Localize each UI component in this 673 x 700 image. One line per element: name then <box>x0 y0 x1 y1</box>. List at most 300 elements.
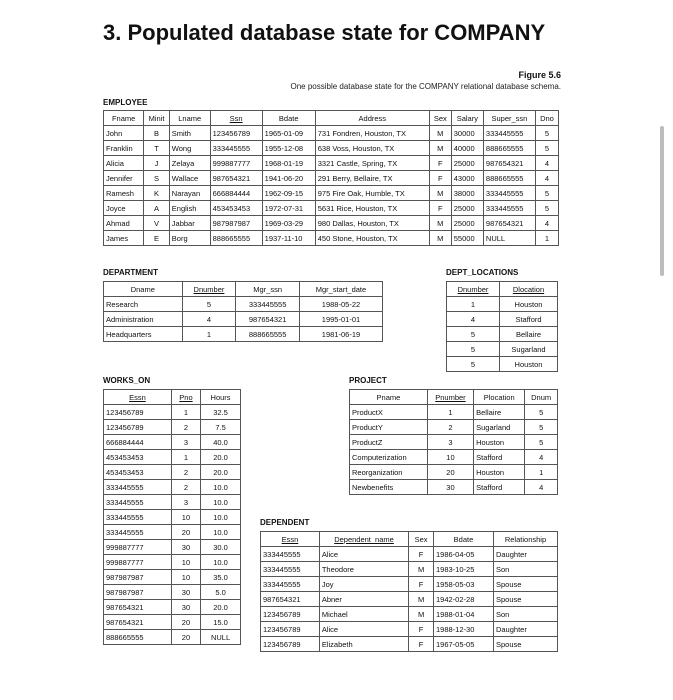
table-cell: 1988-01-04 <box>434 607 494 622</box>
table-cell: Wallace <box>169 171 210 186</box>
table-cell: 987987987 <box>104 570 172 585</box>
table-cell: 123456789 <box>261 607 320 622</box>
col-pname: Pname <box>350 390 428 405</box>
col-pno: Pno <box>171 390 200 405</box>
table-cell: Alicia <box>104 156 144 171</box>
table-cell: 975 Fire Oak, Humble, TX <box>315 186 429 201</box>
table-cell: Joyce <box>104 201 144 216</box>
table-cell: 1942-02-28 <box>434 592 494 607</box>
table-cell: 30000 <box>451 126 483 141</box>
col-sex: Sex <box>429 111 451 126</box>
table-cell: 1967-05-05 <box>434 637 494 652</box>
table-cell: 999887777 <box>104 555 172 570</box>
table-cell: J <box>144 156 170 171</box>
table-cell: 888665555 <box>236 327 300 342</box>
table-cell: 987654321 <box>261 592 320 607</box>
table-cell: Daughter <box>493 547 557 562</box>
table-cell: 4 <box>535 156 558 171</box>
table-cell: Theodore <box>319 562 408 577</box>
col-dnum: Dnum <box>525 390 558 405</box>
col-ssn: Ssn <box>210 111 262 126</box>
table-cell: Ahmad <box>104 216 144 231</box>
table-cell: 5 <box>535 141 558 156</box>
table-cell: Stafford <box>500 312 558 327</box>
table-cell: 7.5 <box>201 420 241 435</box>
table-cell: Houston <box>474 465 525 480</box>
table-row <box>350 480 558 495</box>
table-cell: ProductX <box>350 405 428 420</box>
col-lname: Lname <box>169 111 210 126</box>
table-cell: F <box>429 171 451 186</box>
table-cell: Stafford <box>474 450 525 465</box>
table-cell: K <box>144 186 170 201</box>
table-cell: 987654321 <box>210 171 262 186</box>
table-cell: 55000 <box>451 231 483 246</box>
table-row <box>104 600 241 615</box>
table-cell: 888665555 <box>104 630 172 645</box>
table-cell: 40000 <box>451 141 483 156</box>
col-address: Address <box>315 111 429 126</box>
table-cell: Alice <box>319 622 408 637</box>
table-row <box>104 156 559 171</box>
table-cell: 5 <box>525 420 558 435</box>
table-cell: Franklin <box>104 141 144 156</box>
table-row <box>261 577 558 592</box>
table-header-row <box>261 532 558 547</box>
table-cell: 333445555 <box>104 510 172 525</box>
table-cell: 987654321 <box>104 615 172 630</box>
table-cell: F <box>409 622 434 637</box>
table-cell: 987654321 <box>483 156 535 171</box>
vertical-scrollbar[interactable] <box>660 126 664 276</box>
table-cell: 30 <box>171 600 200 615</box>
table-row <box>104 525 241 540</box>
col-dlocation: Dlocation <box>500 282 558 297</box>
table-row <box>104 171 559 186</box>
table-cell: 333445555 <box>104 495 172 510</box>
table-cell: Spouse <box>493 592 557 607</box>
col-hours: Hours <box>201 390 241 405</box>
project-table <box>349 389 558 495</box>
table-cell: M <box>409 562 434 577</box>
col-dno: Dno <box>535 111 558 126</box>
table-cell: 30 <box>427 480 473 495</box>
table-cell: 25000 <box>451 156 483 171</box>
dependent-table-body <box>261 547 558 652</box>
table-cell: 15.0 <box>201 615 241 630</box>
table-cell: 40.0 <box>201 435 241 450</box>
table-cell: 20 <box>171 630 200 645</box>
table-cell: ProductZ <box>350 435 428 450</box>
table-cell: 1995-01-01 <box>299 312 382 327</box>
table-cell: 1 <box>427 405 473 420</box>
col-super-ssn: Super_ssn <box>483 111 535 126</box>
table-cell: F <box>409 577 434 592</box>
table-cell: 333445555 <box>261 577 320 592</box>
table-cell: 999887777 <box>104 540 172 555</box>
col-mgr-start-date: Mgr_start_date <box>299 282 382 297</box>
table-cell: 20 <box>171 525 200 540</box>
table-cell: 1965-01-09 <box>262 126 315 141</box>
table-cell: F <box>409 547 434 562</box>
table-row <box>350 405 558 420</box>
table-cell: 2 <box>171 480 200 495</box>
table-cell: Sugarland <box>474 420 525 435</box>
table-cell: 123456789 <box>104 405 172 420</box>
dependent-label: DEPENDENT <box>260 518 310 527</box>
table-cell: 123456789 <box>261 637 320 652</box>
dependent-table <box>260 531 558 652</box>
table-row <box>350 435 558 450</box>
table-cell: 2 <box>427 420 473 435</box>
dept-locations-label: DEPT_LOCATIONS <box>446 268 519 277</box>
table-cell: 731 Fondren, Houston, TX <box>315 126 429 141</box>
table-cell: Elizabeth <box>319 637 408 652</box>
table-cell: Son <box>493 562 557 577</box>
table-cell: 987654321 <box>236 312 300 327</box>
table-cell: M <box>429 231 451 246</box>
table-cell: Joy <box>319 577 408 592</box>
table-cell: 1968-01-19 <box>262 156 315 171</box>
table-cell: 888665555 <box>210 231 262 246</box>
table-row <box>261 637 558 652</box>
table-cell: 30 <box>171 540 200 555</box>
table-cell: 43000 <box>451 171 483 186</box>
table-cell: 3 <box>427 435 473 450</box>
table-row <box>261 547 558 562</box>
table-row <box>104 405 241 420</box>
table-cell: 453453453 <box>104 465 172 480</box>
figure-caption-block <box>290 70 561 91</box>
table-cell: Zelaya <box>169 156 210 171</box>
col-essn: Essn <box>104 390 172 405</box>
table-cell: 4 <box>447 312 500 327</box>
table-cell: 123456789 <box>261 622 320 637</box>
table-cell: 1 <box>171 405 200 420</box>
table-cell: 666884444 <box>104 435 172 450</box>
table-cell: 10.0 <box>201 495 241 510</box>
table-cell: 1981-06-19 <box>299 327 382 342</box>
table-cell: 5 <box>447 357 500 372</box>
table-cell: 638 Voss, Houston, TX <box>315 141 429 156</box>
col-minit: Minit <box>144 111 170 126</box>
department-table <box>103 281 383 342</box>
table-row <box>261 562 558 577</box>
table-row <box>104 495 241 510</box>
table-cell: Son <box>493 607 557 622</box>
table-row <box>104 201 559 216</box>
table-cell: Wong <box>169 141 210 156</box>
table-cell: 888665555 <box>483 171 535 186</box>
table-cell: M <box>429 126 451 141</box>
table-cell: 20 <box>427 465 473 480</box>
figure-caption: One possible database state for the COMPANY relational database schema. <box>290 82 561 91</box>
table-cell: NULL <box>483 231 535 246</box>
page-title: 3. Populated database state for COMPANY <box>103 20 546 45</box>
table-cell: F <box>429 201 451 216</box>
employee-table <box>103 110 559 246</box>
table-cell: 333445555 <box>236 297 300 312</box>
table-cell: 987987987 <box>104 585 172 600</box>
table-cell: James <box>104 231 144 246</box>
table-cell: 25000 <box>451 201 483 216</box>
table-cell: 450 Stone, Houston, TX <box>315 231 429 246</box>
table-cell: 4 <box>182 312 236 327</box>
table-cell: Smith <box>169 126 210 141</box>
table-header-row <box>104 282 383 297</box>
table-row <box>104 555 241 570</box>
table-row <box>104 570 241 585</box>
table-cell: 3321 Castle, Spring, TX <box>315 156 429 171</box>
table-cell: 333445555 <box>483 201 535 216</box>
table-cell: T <box>144 141 170 156</box>
table-header-row <box>104 390 241 405</box>
table-cell: 20.0 <box>201 450 241 465</box>
table-cell: 333445555 <box>261 547 320 562</box>
table-cell: 2 <box>171 465 200 480</box>
table-row <box>104 510 241 525</box>
table-cell: 30 <box>171 585 200 600</box>
table-cell: NULL <box>201 630 241 645</box>
table-cell: 987654321 <box>104 600 172 615</box>
table-cell: 5 <box>535 126 558 141</box>
table-cell: Houston <box>500 297 558 312</box>
project-table-body <box>350 405 558 495</box>
table-row <box>447 297 558 312</box>
col-plocation: Plocation <box>474 390 525 405</box>
figure-number: Figure 5.6 <box>518 70 561 80</box>
col-sex: Sex <box>409 532 434 547</box>
table-cell: M <box>429 186 451 201</box>
works-on-label: WORKS_ON <box>103 376 151 385</box>
table-cell: John <box>104 126 144 141</box>
table-cell: 333445555 <box>483 186 535 201</box>
table-cell: 5 <box>447 342 500 357</box>
table-cell: Houston <box>500 357 558 372</box>
table-row <box>104 585 241 600</box>
table-cell: Reorganization <box>350 465 428 480</box>
table-cell: S <box>144 171 170 186</box>
table-cell: 1972-07-31 <box>262 201 315 216</box>
table-cell: Houston <box>474 435 525 450</box>
table-row <box>447 312 558 327</box>
table-cell: Alice <box>319 547 408 562</box>
table-cell: 5 <box>525 435 558 450</box>
table-cell: Newbenefits <box>350 480 428 495</box>
table-cell: 1941-06-20 <box>262 171 315 186</box>
table-row <box>447 357 558 372</box>
works-on-table <box>103 389 241 645</box>
table-cell: Jennifer <box>104 171 144 186</box>
col-bdate: Bdate <box>262 111 315 126</box>
table-cell: 999887777 <box>210 156 262 171</box>
table-row <box>261 592 558 607</box>
table-cell: Borg <box>169 231 210 246</box>
table-row <box>104 465 241 480</box>
table-cell: 123456789 <box>210 126 262 141</box>
table-cell: 10.0 <box>201 525 241 540</box>
table-cell: 888665555 <box>483 141 535 156</box>
table-cell: Narayan <box>169 186 210 201</box>
table-cell: 10.0 <box>201 555 241 570</box>
col-dependent-name: Dependent_name <box>319 532 408 547</box>
table-cell: 453453453 <box>210 201 262 216</box>
table-header-row <box>350 390 558 405</box>
table-row <box>104 480 241 495</box>
dept-locations-table <box>446 281 558 372</box>
employee-table-body <box>104 126 559 246</box>
table-row <box>104 186 559 201</box>
table-cell: 1986-04-05 <box>434 547 494 562</box>
table-cell: 1 <box>182 327 236 342</box>
works-on-table-body <box>104 405 241 645</box>
table-cell: 291 Berry, Bellaire, TX <box>315 171 429 186</box>
table-cell: Abner <box>319 592 408 607</box>
table-row <box>104 420 241 435</box>
table-cell: 32.5 <box>201 405 241 420</box>
table-cell: 5.0 <box>201 585 241 600</box>
table-cell: 1 <box>525 465 558 480</box>
table-cell: 1962-09-15 <box>262 186 315 201</box>
table-cell: 10.0 <box>201 510 241 525</box>
table-cell: Daughter <box>493 622 557 637</box>
table-cell: Spouse <box>493 577 557 592</box>
table-cell: 4 <box>525 450 558 465</box>
table-row <box>261 607 558 622</box>
table-cell: 20.0 <box>201 465 241 480</box>
table-cell: 333445555 <box>210 141 262 156</box>
dept-locations-table-body <box>447 297 558 372</box>
col-essn: Essn <box>261 532 320 547</box>
table-header-row <box>447 282 558 297</box>
table-cell: 5 <box>447 327 500 342</box>
table-cell: 1 <box>535 231 558 246</box>
table-row <box>104 141 559 156</box>
table-cell: Computerization <box>350 450 428 465</box>
table-row <box>261 622 558 637</box>
col-bdate: Bdate <box>434 532 494 547</box>
col-dnumber: Dnumber <box>447 282 500 297</box>
table-cell: 20.0 <box>201 600 241 615</box>
table-row <box>104 630 241 645</box>
table-cell: 5 <box>182 297 236 312</box>
project-label: PROJECT <box>349 376 387 385</box>
table-cell: English <box>169 201 210 216</box>
table-cell: 10 <box>427 450 473 465</box>
department-label: DEPARTMENT <box>103 268 158 277</box>
table-cell: 10.0 <box>201 480 241 495</box>
table-cell: Bellaire <box>500 327 558 342</box>
table-cell: 980 Dallas, Houston, TX <box>315 216 429 231</box>
table-cell: M <box>409 607 434 622</box>
table-cell: 1983-10-25 <box>434 562 494 577</box>
table-row <box>104 450 241 465</box>
table-cell: M <box>409 592 434 607</box>
table-cell: 5631 Rice, Houston, TX <box>315 201 429 216</box>
table-cell: 333445555 <box>104 525 172 540</box>
table-cell: Bellaire <box>474 405 525 420</box>
table-cell: 5 <box>525 405 558 420</box>
table-cell: Sugarland <box>500 342 558 357</box>
table-cell: Spouse <box>493 637 557 652</box>
table-row <box>104 615 241 630</box>
col-mgr-ssn: Mgr_ssn <box>236 282 300 297</box>
table-cell: 987654321 <box>483 216 535 231</box>
department-table-body <box>104 297 383 342</box>
table-row <box>104 435 241 450</box>
table-row <box>447 342 558 357</box>
table-cell: 3 <box>171 435 200 450</box>
table-cell: A <box>144 201 170 216</box>
table-cell: 4 <box>535 216 558 231</box>
table-cell: F <box>409 637 434 652</box>
table-cell: 10 <box>171 555 200 570</box>
table-cell: 666884444 <box>210 186 262 201</box>
table-cell: 30.0 <box>201 540 241 555</box>
table-cell: 3 <box>171 495 200 510</box>
table-cell: 5 <box>535 201 558 216</box>
table-cell: 35.0 <box>201 570 241 585</box>
table-row <box>104 297 383 312</box>
table-cell: 10 <box>171 510 200 525</box>
col-pnumber: Pnumber <box>427 390 473 405</box>
table-cell: F <box>429 156 451 171</box>
table-cell: 1969-03-29 <box>262 216 315 231</box>
table-cell: Stafford <box>474 480 525 495</box>
table-header-row <box>104 111 559 126</box>
table-cell: M <box>429 216 451 231</box>
table-cell: 1958-05-03 <box>434 577 494 592</box>
table-row <box>104 327 383 342</box>
table-row <box>104 216 559 231</box>
table-cell: 333445555 <box>104 480 172 495</box>
table-cell: M <box>429 141 451 156</box>
table-row <box>350 420 558 435</box>
table-cell: 10 <box>171 570 200 585</box>
table-cell: 38000 <box>451 186 483 201</box>
table-cell: 1 <box>447 297 500 312</box>
col-salary: Salary <box>451 111 483 126</box>
table-cell: 20 <box>171 615 200 630</box>
table-cell: 5 <box>535 186 558 201</box>
col-dnumber: Dnumber <box>182 282 236 297</box>
table-cell: Administration <box>104 312 183 327</box>
table-cell: 987987987 <box>210 216 262 231</box>
table-cell: 1937-11-10 <box>262 231 315 246</box>
table-cell: 333445555 <box>483 126 535 141</box>
table-cell: ProductY <box>350 420 428 435</box>
table-cell: 123456789 <box>104 420 172 435</box>
table-cell: 1988-05-22 <box>299 297 382 312</box>
table-cell: 4 <box>535 171 558 186</box>
table-cell: E <box>144 231 170 246</box>
table-cell: 2 <box>171 420 200 435</box>
table-row <box>447 327 558 342</box>
table-cell: 1 <box>171 450 200 465</box>
table-cell: 453453453 <box>104 450 172 465</box>
table-row <box>350 450 558 465</box>
col-relationship: Relationship <box>493 532 557 547</box>
col-dname: Dname <box>104 282 183 297</box>
table-cell: 1955-12-08 <box>262 141 315 156</box>
col-fname: Fname <box>104 111 144 126</box>
table-cell: B <box>144 126 170 141</box>
employee-label: EMPLOYEE <box>103 98 148 107</box>
table-cell: 1988-12-30 <box>434 622 494 637</box>
table-cell: 4 <box>525 480 558 495</box>
table-row <box>104 126 559 141</box>
table-cell: Michael <box>319 607 408 622</box>
